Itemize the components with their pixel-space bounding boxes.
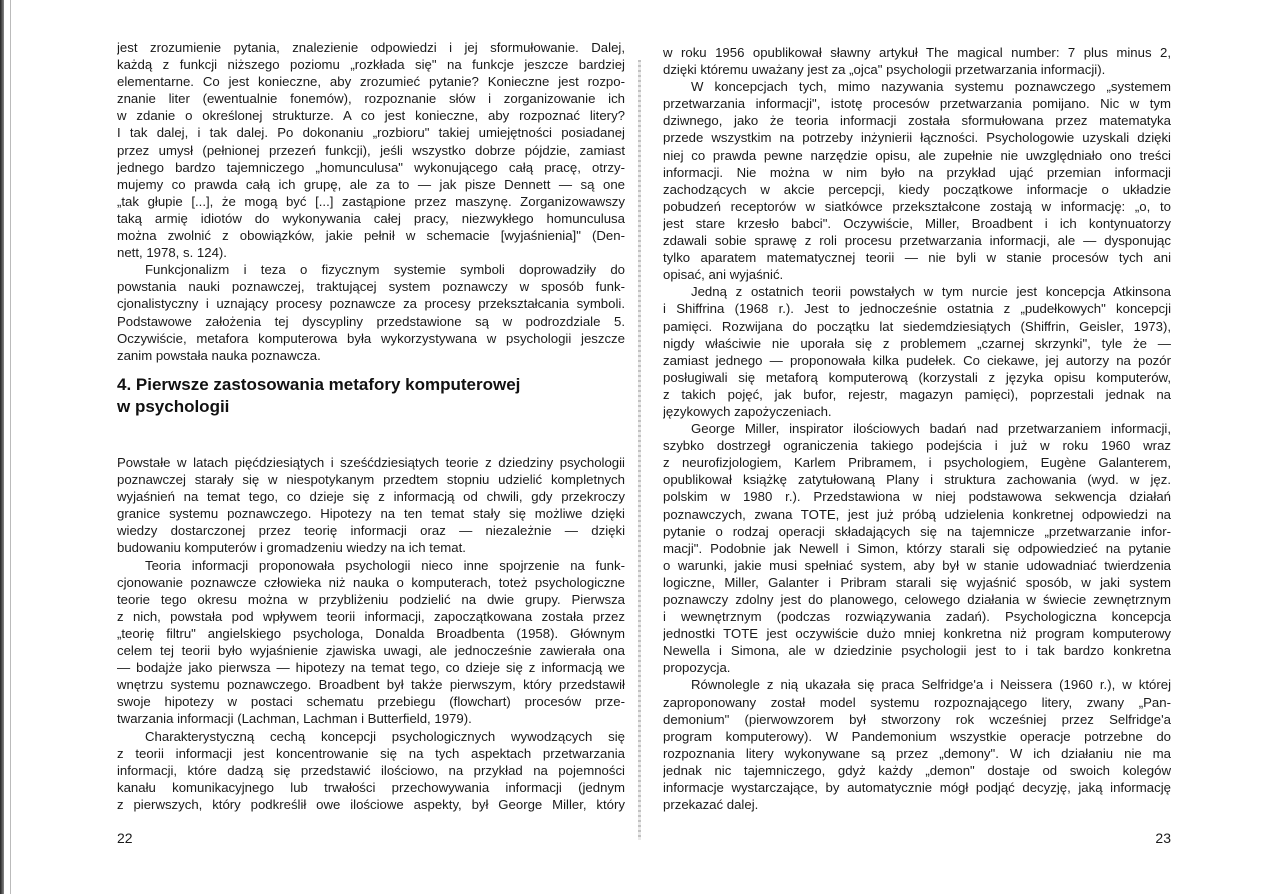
paragraph — [117, 39, 625, 261]
text-line: George Miller, inspirator ilościowych badań nad przetwarzaniem informacji, — [691, 421, 1171, 437]
text-line: Równolegle z nią ukazała się praca Selfridge'a i Neissera (1960 r.), w której — [691, 677, 1171, 693]
text-line: poznawczy zdolny jest do planowego, celowego działania w świecie zewnętrznym — [663, 592, 1171, 607]
text-line: poznawczej starały się w niespotykanym przedtem stopniu udzielić kompletnych — [117, 472, 625, 488]
text-line: i wewnętrznym (podczas rozwiązywania zadań). Psychologiczna koncepcja — [663, 609, 1171, 625]
text-line: posługiwali się metaforą komputerową (korzystali z języka opisu komputerów, — [663, 369, 1171, 385]
text-line: opublikował książkę zatytułowaną Plany i struktura zachowania (wyd. w jęz. — [663, 472, 1171, 488]
text-line: granice systemu poznawczego. Hipotezy na ten temat stały się możliwe dzięki — [117, 506, 625, 522]
text-line: jednego bardzo tajemniczego „homunculusa" wykonującego całą pracę, otrzy- — [117, 159, 625, 175]
text-line: „teorię filtru" angielskiego psychologa, Donalda Broadbenta (1958). Głównym — [117, 625, 625, 641]
text-line: informacji, które dadzą się przedstawić ilościowo, na przykład na pojemności — [117, 762, 625, 778]
paragraph — [663, 78, 1171, 283]
left-page — [117, 0, 625, 894]
text-line: celem tej teorii było wyjaśnienie zjawiska uwagi, ale jednocześnie zawierała ona — [117, 643, 625, 659]
text-line: i Shiffrina (1968 r.). Jest to jednocześnie ostatnia z „pudełkowych" koncepcji — [663, 301, 1171, 317]
text-line: polskim w 1980 r.). Przedstawiona w niej podstawowa sekwencja działań — [663, 489, 1171, 505]
paragraph — [117, 454, 625, 557]
page-number-right: 23 — [1155, 830, 1171, 846]
text-line: Funkcjonalizm i teza o fizycznym systemie symboli doprowadziły do — [145, 262, 625, 278]
text-line: Teoria informacji proponowała psychologii nieco inne spojrzenie na funk- — [145, 557, 625, 573]
text-line: Powstałe w latach pięćdziesiątych i sześćdziesiątych teorie z dziedziny psychologii — [117, 455, 625, 470]
text-line: językowych zapożyczeniach. — [663, 403, 832, 419]
page-number-left: 22 — [117, 830, 133, 846]
text-line: dziwnego, jako że teoria informacji została sformułowana przez matematyka — [663, 113, 1171, 129]
text-line: jednak nic tajemniczego, gdyż każdy „demon" dostaje od swoich kolegów — [663, 762, 1171, 778]
text-line: wnętrzu systemu poznawczego. Broadbent był także pierwszym, który przedstawił — [117, 677, 625, 693]
text-line: jest stare krzesło babci". Oczywiście, Miller, Broadbent i ich kontynuatorzy — [663, 215, 1171, 231]
text-line: zaproponowany został model systemu rozpoznającego litery, zwany „Pan- — [663, 694, 1171, 710]
text-line: teorie tego okresu można w przybliżeniu podzielić na dwie grupy. Pierwsza — [117, 591, 625, 607]
text-line: nigdy właściwie nie uporała się z problemem „czarnej skrzynki", tyle że — — [663, 335, 1171, 351]
book-gutter — [638, 60, 641, 840]
text-line: taką armię idiotów do wykonywania całej pracy, niezwykłego homunculusa — [117, 210, 625, 226]
section-heading-line-2: w psychologii — [117, 397, 230, 416]
text-line: w roku 1956 opublikował sławny artykuł The magical number: 7 plus minus 2, — [663, 45, 1171, 60]
text-line: Newella i Simona, ale w dziedzinie psychologii jest to i tak bardzo konkretna — [663, 643, 1171, 659]
text-line: zdawali sobie sprawę z roli procesu przetwarzania informacji, ale — dysponując — [663, 233, 1171, 249]
text-line: kanału komunikacyjnego lub trwałości przechowywania informacji (jednym — [117, 779, 625, 795]
paragraph — [117, 728, 625, 813]
body-text-after-heading — [117, 454, 625, 813]
text-line: budowaniu komputerów i gromadzeniu wiedzy na ich temat. — [117, 540, 466, 556]
text-line: wyjaśnień na temat tego, co dzieje się z informacją od chwili, gdy przekroczy — [117, 489, 625, 505]
text-line: pamięci. Rozwijana do początku lat siedemdziesiątych (Shiffrin, Geisler, 1973), — [663, 318, 1171, 334]
text-line: informacji. Nie można w nim było na przykład ująć przemian informacji — [663, 164, 1171, 180]
text-line: każdą z funkcji niższego poziomu „rozkłada się" na funkcje jeszcze bardziej — [117, 57, 625, 73]
text-line: z teorii informacji jest koncentrowanie się na tych aspektach przetwarzania — [117, 745, 625, 761]
paragraph — [663, 676, 1171, 813]
text-line: o warunki, jakie musi spełniać system, aby był w stanie udowadniać twierdzenia — [663, 557, 1171, 573]
text-line: rozpoznania litery wykonywane są przez „demony". W ich działaniu nie ma — [663, 745, 1171, 761]
body-text — [663, 44, 1171, 813]
text-line: pobudzeń receptorów w siatkówce przekształcone zostają w informację: „o, to — [663, 198, 1171, 214]
text-line: zamiast jednego — proponowała kilka pudełek. Co ciekawe, jej autorzy na pozór — [663, 352, 1171, 368]
text-line: W koncepcjach tych, mimo nazywania systemu poznawczego „systemem — [691, 79, 1171, 95]
paragraph — [117, 557, 625, 728]
text-line: wiedzy dostarczonej przez teorię informacji oraz — niezależnie — dzięki — [117, 523, 625, 539]
paragraph — [663, 44, 1171, 78]
section-heading-line-1: 4. Pierwsze zastosowania metafory komputerowej — [117, 375, 521, 394]
text-line: „tak głupie [...], że mogą być [...] zastąpione przez maszynę. Zorganizowawszy — [117, 193, 625, 209]
text-line: przekazać dalej. — [663, 797, 759, 813]
text-line: swoje hipotezy w postaci schematu przebiegu (flowchart) procesów prze- — [117, 694, 625, 710]
text-line: powstania nauki poznawczej, traktującej system poznawczy w sposób funk- — [117, 279, 625, 295]
text-line: nett, 1978, s. 124). — [117, 245, 227, 261]
text-line: przede wszystkim na potrzeby inżynierii łączności. Psychologowie uzyskali dzięki — [663, 130, 1171, 146]
text-line: zanim powstała nauka poznawcza. — [117, 347, 321, 363]
text-line: z pierwszych, który podkreślił owe ilościowe aspekty, był George Miller, który — [117, 796, 625, 812]
scan-binding-shadow — [0, 0, 4, 894]
text-line: — bodajże jako pierwsza — hipotezy na temat tego, co dzieje się z informacją we — [117, 660, 625, 676]
text-line: znanie liter (ewentualnie fonemów), rozpoznanie słów i zorganizowanie ich — [117, 91, 625, 107]
section-heading — [117, 374, 520, 418]
text-line: twarzania informacji (Lachman, Lachman i Butterfield, 1979). — [117, 711, 472, 727]
text-line: przez umysł (pełnionej przezeń funkcji), jeśli wszystko dobrze pójdzie, zamiast — [117, 142, 625, 158]
text-line: niej co prawda pewne narzędzie opisu, ale zupełnie nie uwzględniało ono treści — [663, 147, 1171, 163]
text-line: Charakterystyczną cechą koncepcji psychologicznych wywodzących się — [145, 728, 625, 744]
scan-edge-line — [10, 0, 11, 894]
text-line: I tak dalej, i tak dalej. Po dokonaniu „rozbioru" takiej umiejętności posiadanej — [117, 125, 625, 141]
text-line: program komputerowy). W Pandemonium wszystkie operacje potrzebne do — [663, 728, 1171, 744]
text-line: opisać, ani wyjaśnić. — [663, 267, 784, 283]
paragraph — [117, 261, 625, 364]
paragraph — [663, 420, 1171, 676]
text-line: cjonalistyczny i uznający procesy poznawcze za procesy przekształcania symboli. — [117, 296, 625, 312]
text-line: dzięki któremu uważany jest za „ojca" psychologii przetwarzania informacji). — [663, 62, 1106, 78]
text-line: tylko aparatem matematycznej teorii — nie byli w stanie procesów tych ani — [663, 250, 1171, 266]
text-line: Oczywiście, metafora komputerowa była wykorzystywana w psychologii jeszcze — [117, 330, 625, 346]
text-line: mujemy co prawda całą ich grupę, ale za to — jak pisze Dennett — są one — [117, 176, 625, 192]
text-line: demonium" (pierwowzorem był stworzony rok wcześniej przez Selfridge'a — [663, 711, 1171, 727]
body-text-before-heading — [117, 39, 625, 364]
paragraph — [663, 283, 1171, 420]
text-line: z nich, powstała pod wpływem teorii informacji, zapoczątkowana została przez — [117, 608, 625, 624]
text-line: szybko dostrzegł ograniczenia takiego podejścia i już w roku 1960 wraz — [663, 438, 1171, 454]
text-line: w zdanie o określonej strukturze. A co jest konieczne, aby rozpoznać litery? — [117, 108, 625, 124]
text-line: z neurofizjologiem, Karlem Pribramem, i psychologiem, Eugène Galanterem, — [663, 455, 1171, 471]
right-page — [663, 0, 1171, 894]
text-line: jednostki TOTE jest oczywiście dużo mniej konkretna niż program komputerowy — [663, 626, 1171, 642]
text-line: poznawczych, zwana TOTE, jest już próbą udzielenia konkretnej odpowiedzi na — [663, 506, 1171, 522]
text-line: zachodzących w akcie percepcji, kiedy początkowe informacje o układzie — [663, 181, 1171, 197]
text-line: pytanie o rodzaj operacji składających się na tajemnicze „przetwarzanie infor- — [663, 523, 1171, 539]
text-line: Jedną z ostatnich teorii powstałych w tym nurcie jest koncepcja Atkinsona — [691, 284, 1171, 300]
text-line: informacje wystarczające, by automatycznie mógł podjąć decyzję, jaką informację — [663, 780, 1171, 796]
text-line: Podstawowe założenia tej dyscypliny przedstawione są w podrozdziale 5. — [117, 313, 625, 329]
text-line: można zwolnić z obowiązków, jakie pełnił w schemacie [wyjaśnienia]" (Den- — [117, 228, 625, 244]
text-line: jest zrozumienie pytania, znalezienie odpowiedzi i jej sformułowanie. Dalej, — [117, 40, 625, 55]
text-line: cjonowanie poznawcze człowieka niż nauka o komputerach, toteż psychologiczne — [117, 574, 625, 590]
text-line: elementarne. Co jest konieczne, aby zrozumieć pytanie? Konieczne jest rozpo- — [117, 74, 625, 90]
text-line: propozycja. — [663, 660, 731, 676]
text-line: z takich pojęć, jak bufor, rejestr, magazyn pamięci), poprzestali jednak na — [663, 386, 1171, 402]
text-line: logiczne, Miller, Galanter i Pribram starali się wyjaśnić sposób, w jaki system — [663, 574, 1171, 590]
text-line: macji". Podobnie jak Newell i Simon, którzy starali się odpowiedzieć na pytanie — [663, 540, 1171, 556]
text-line: przetwarzania informacji", istotę procesów przetwarzania pomijano. Nic w tym — [663, 96, 1171, 112]
